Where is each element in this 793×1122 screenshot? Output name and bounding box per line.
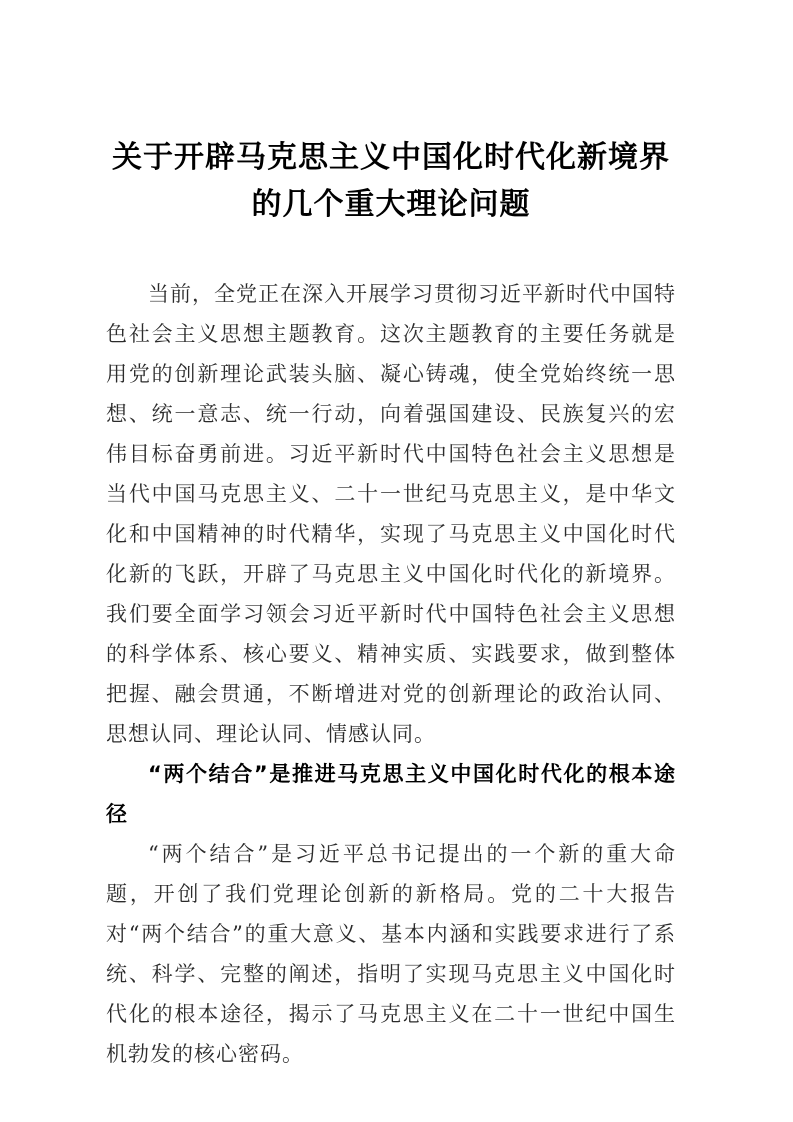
section-heading-two-combinations: “两个结合”是推进马克思主义中国化时代化的根本途径	[106, 762, 676, 826]
paragraph-two-combinations: “两个结合”是习近平总书记提出的一个新的重大命题，开创了我们党理论创新的新格局。党的二十大报告对“两个结合”的重大意义、基本内涵和实践要求进行了系统、科学、完整的阐述，指明了实现马克思主义中国化时代化的根本途径，揭示了马克思主义在二十一世纪中国生机勃发的核心密码。	[106, 842, 676, 1066]
paragraph-intro: 当前，全党正在深入开展学习贯彻习近平新时代中国特色社会主义思想主题教育。这次主题教育的主要任务就是用党的创新理论武装头脑、凝心铸魂，使全党始终统一思想、统一意志、统一行动，向着强国建设、民族复兴的宏伟目标奋勇前进。习近平新时代中国特色社会主义思想是当代中国马克思主义、二十一世纪马克思主义，是中华文化和中国精神的时代精华，实现了马克思主义中国化时代化新的飞跃，开辟了马克思主义中国化时代化的新境界。我们要全面学习领会习近平新时代中国特色社会主义思想的科学体系、核心要义、精神实质、实践要求，做到整体把握、融会贯通，不断增进对党的创新理论的政治认同、思想认同、理论认同、情感认同。	[106, 282, 676, 746]
document-title: 关于开辟马克思主义中国化时代化新境界的几个重大理论问题	[112, 140, 670, 222]
document-content	[106, 134, 676, 1074]
